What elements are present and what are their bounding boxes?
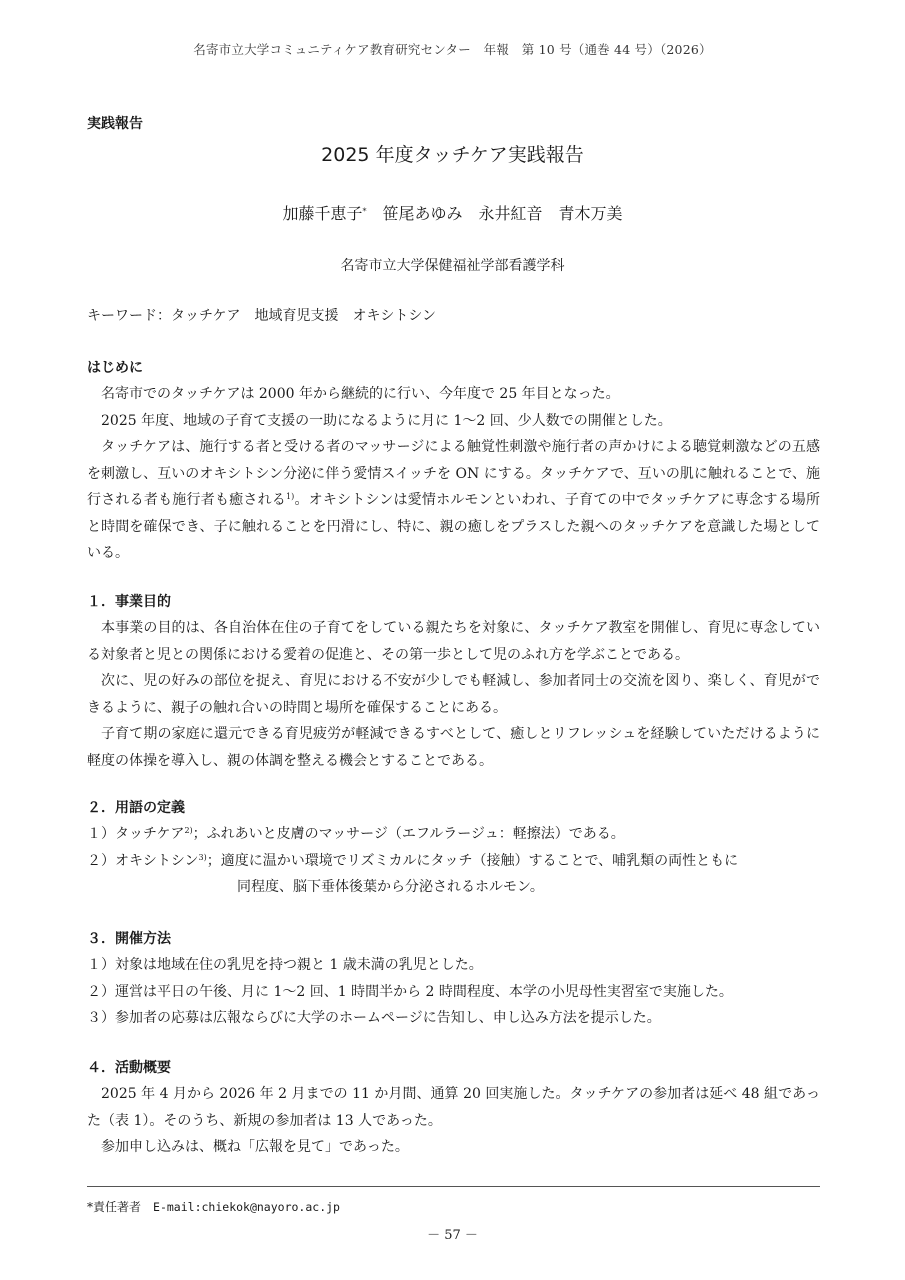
paragraph: 参加申し込みは、概ね「広報を見て」であった。: [101, 1139, 409, 1155]
contact-email: E-mail:chiekok@nayoro.ac.jp: [153, 1200, 340, 1214]
keyword: オキシトシン: [352, 308, 436, 324]
section-heading: １．事業目的: [87, 594, 171, 610]
author-name: 永井紅音: [478, 204, 543, 223]
paragraph: [87, 434, 820, 567]
definition-item: [87, 821, 820, 848]
citation-ref: 1): [286, 492, 295, 501]
definition-continuation: 同程度、脳下垂体後葉から分泌されるホルモン。: [237, 879, 544, 895]
definition-item: [87, 848, 820, 901]
citation-ref: 3): [198, 852, 207, 862]
section-purpose: [87, 589, 820, 774]
keyword: 地域育児支援: [254, 308, 339, 324]
author-name: 加藤千恵子: [282, 204, 363, 223]
list-item: ３）参加者の応募は広報ならびに大学のホームページに告知し、申し込み方法を提示した。: [87, 1010, 661, 1026]
footnote: [87, 1198, 340, 1215]
list-item: １）対象は地域在住の乳児を持つ親と 1 歳未満の乳児とした。: [87, 957, 483, 973]
section-definitions: [87, 795, 820, 901]
section-introduction: [87, 355, 820, 567]
corresponding-author-mark: *: [362, 207, 367, 216]
article-type: 実践報告: [87, 116, 143, 132]
paragraph: 次に、児の好みの部位を捉え、育児における不安が少しでも軽減し、参加者同士の交流を図り、楽しく、育児ができるように、親子の触れ合いの時間と場所を確保することにある。: [87, 673, 820, 716]
definition-text: ；適度に温かい環境でリズミカルにタッチ（接触）することで、哺乳類の両性ともに: [206, 852, 739, 869]
list-item: ２）運営は平日の午後、月に 1〜2 回、1 時間半から 2 時間程度、本学の小児母性実習室で実施した。: [87, 983, 733, 1000]
paragraph: 2025 年 4 月から 2026 年 2 月までの 11 か月間、通算 20 回実施した。タッチケアの参加者は延べ 48 組であった（表 1）。そのうち、新規の参加者は 13 人であった。: [87, 1086, 820, 1129]
running-header: 名寄市立大学コミュニティケア教育研究センター 年報 第 10 号（通巻 44 号）（2026）: [193, 42, 712, 57]
author-list: [0, 201, 905, 224]
article-title: 2025 年度タッチケア実践報告: [321, 144, 584, 166]
paragraph: 名寄市でのタッチケアは 2000 年から継続的に行い、今年度で 25 年目となった。: [101, 386, 620, 402]
page-number: － 57 －: [427, 1228, 478, 1243]
section-heading: ２．用語の定義: [87, 800, 185, 816]
paragraph-text: タッチケアは、施行する者と受ける者のマッサージによる触覚性刺激や施行者の声かけによる聴覚刺激などの五感を刺激し、互いのオキシトシン分泌に伴う愛情スイッチを ON にする。タッチケアで、互いの肌に触れることで、施行される者も施行者も癒される: [87, 439, 820, 508]
paragraph: 2025 年度、地域の子育て支援の一助になるように月に 1〜2 回、少人数での開催とした。: [101, 412, 672, 429]
section-heading: ４．活動概要: [87, 1060, 171, 1076]
section-heading: はじめに: [87, 360, 143, 376]
affiliation: 名寄市立大学保健福祉学部看護学科: [340, 258, 565, 274]
citation-ref: 2): [184, 826, 193, 835]
paragraph: 子育て期の家庭に還元できる育児疲労が軽減できるすべとして、癒しとリフレッシュを経験していただけるように軽度の体操を導入し、親の体調を整える機会とすることである。: [87, 726, 820, 769]
author-name: 笹尾あゆみ: [382, 204, 463, 223]
keywords: [87, 305, 436, 325]
definition-text: ；ふれあいと皮膚のマッサージ（エフルラージュ：軽擦法）である。: [192, 826, 625, 842]
definition-term: １）タッチケア: [87, 826, 185, 842]
paragraph-text: 。オキシトシンは愛情ホルモンといわれ、子育ての中でタッチケアに専念する場所と時間を確保でき、子に触れることを円滑にし、特に、親の癒しをプラスした親へのタッチケアを意識した場としている。: [87, 492, 820, 561]
footnote-label: 責任著者: [93, 1200, 142, 1214]
paragraph: 本事業の目的は、各自治体在住の子育てをしている親たちを対象に、タッチケア教室を開催し、育児に専念している対象者と児との関係における愛着の促進と、その第一歩として児のふれ方を学ぶことである。: [87, 620, 820, 663]
author-name: 青木万美: [558, 204, 623, 223]
section-methods: [87, 926, 820, 1032]
section-heading: ３．開催方法: [87, 931, 171, 947]
section-activity: [87, 1055, 820, 1161]
footnote-mark: *: [87, 1200, 93, 1214]
keywords-label: キーワード：: [87, 308, 171, 324]
definition-term: ２）オキシトシン: [87, 852, 199, 869]
footnote-divider: [87, 1186, 820, 1187]
keyword: タッチケア: [171, 308, 241, 324]
